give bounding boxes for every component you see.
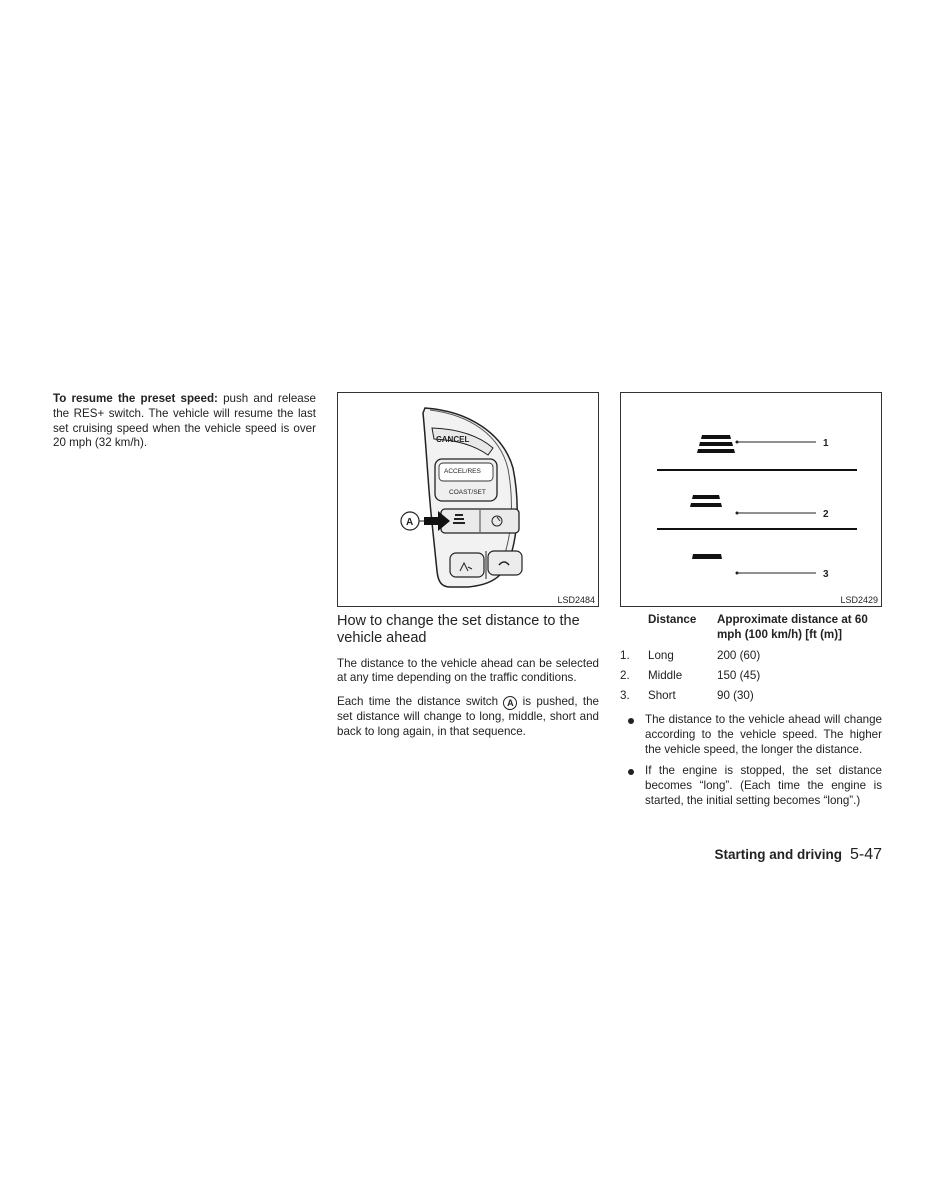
list-item: If the engine is stopped, the set distance becomes “long”. (Each time the engine is started, the initial setting becomes “long”.) <box>620 764 882 808</box>
figure-code: LSD2429 <box>840 595 878 605</box>
table-row: 2. Middle 150 (45) <box>620 669 761 682</box>
table-row: 3. Short 90 (30) <box>620 689 754 702</box>
resume-paragraph <box>53 392 316 451</box>
right-column <box>620 392 882 816</box>
callout-a: A <box>406 517 414 528</box>
header-approx: Approximate distance at 60 mph (100 km/h) [ft (m)] <box>717 613 868 641</box>
coast-label: COAST/SET <box>449 489 486 496</box>
table-row: 1. Long 200 (60) <box>620 649 761 662</box>
circled-a-mark: A <box>503 696 517 710</box>
footer-section: Starting and driving <box>714 847 842 862</box>
paragraph-select: The distance to the vehicle ahead can be selected at any time depending on the traffic conditions. <box>337 656 599 685</box>
header-distance: Distance <box>648 613 697 626</box>
resume-lead: To resume the preset speed: <box>53 392 218 405</box>
steering-switch-figure <box>337 392 599 607</box>
distance-label-2: 2 <box>823 509 829 520</box>
distance-label-1: 1 <box>823 438 829 449</box>
list-item: The distance to the vehicle ahead will change according to the vehicle speed. The higher the vehicle speed, the longer the distance. <box>620 713 882 757</box>
table-header <box>620 612 882 648</box>
notes-list <box>620 713 882 809</box>
steering-switch-illustration <box>338 393 598 606</box>
distance-illustration <box>621 393 881 606</box>
distance-label-3: 3 <box>823 569 829 580</box>
cancel-label: CANCEL <box>436 435 470 444</box>
page-number: 5-47 <box>849 846 882 863</box>
distance-table <box>620 612 882 708</box>
distance-figure <box>620 392 882 607</box>
figure-code: LSD2484 <box>557 595 595 605</box>
middle-column <box>337 392 599 749</box>
page-footer <box>714 846 882 864</box>
resume-text: push and release the RES+ switch. The vehicle will resume the last set cruising speed when the vehicle speed is over 20 mph (32 km/h). <box>53 392 316 450</box>
section-heading: How to change the set distance to the vehicle ahead <box>337 613 580 646</box>
left-column <box>53 392 316 460</box>
paragraph-switch: Each time the distance switch A is pushed, the set distance will change to long, middle, short and back to long again, in that sequence. <box>337 695 599 738</box>
accel-label: ACCEL/RES <box>444 468 481 475</box>
